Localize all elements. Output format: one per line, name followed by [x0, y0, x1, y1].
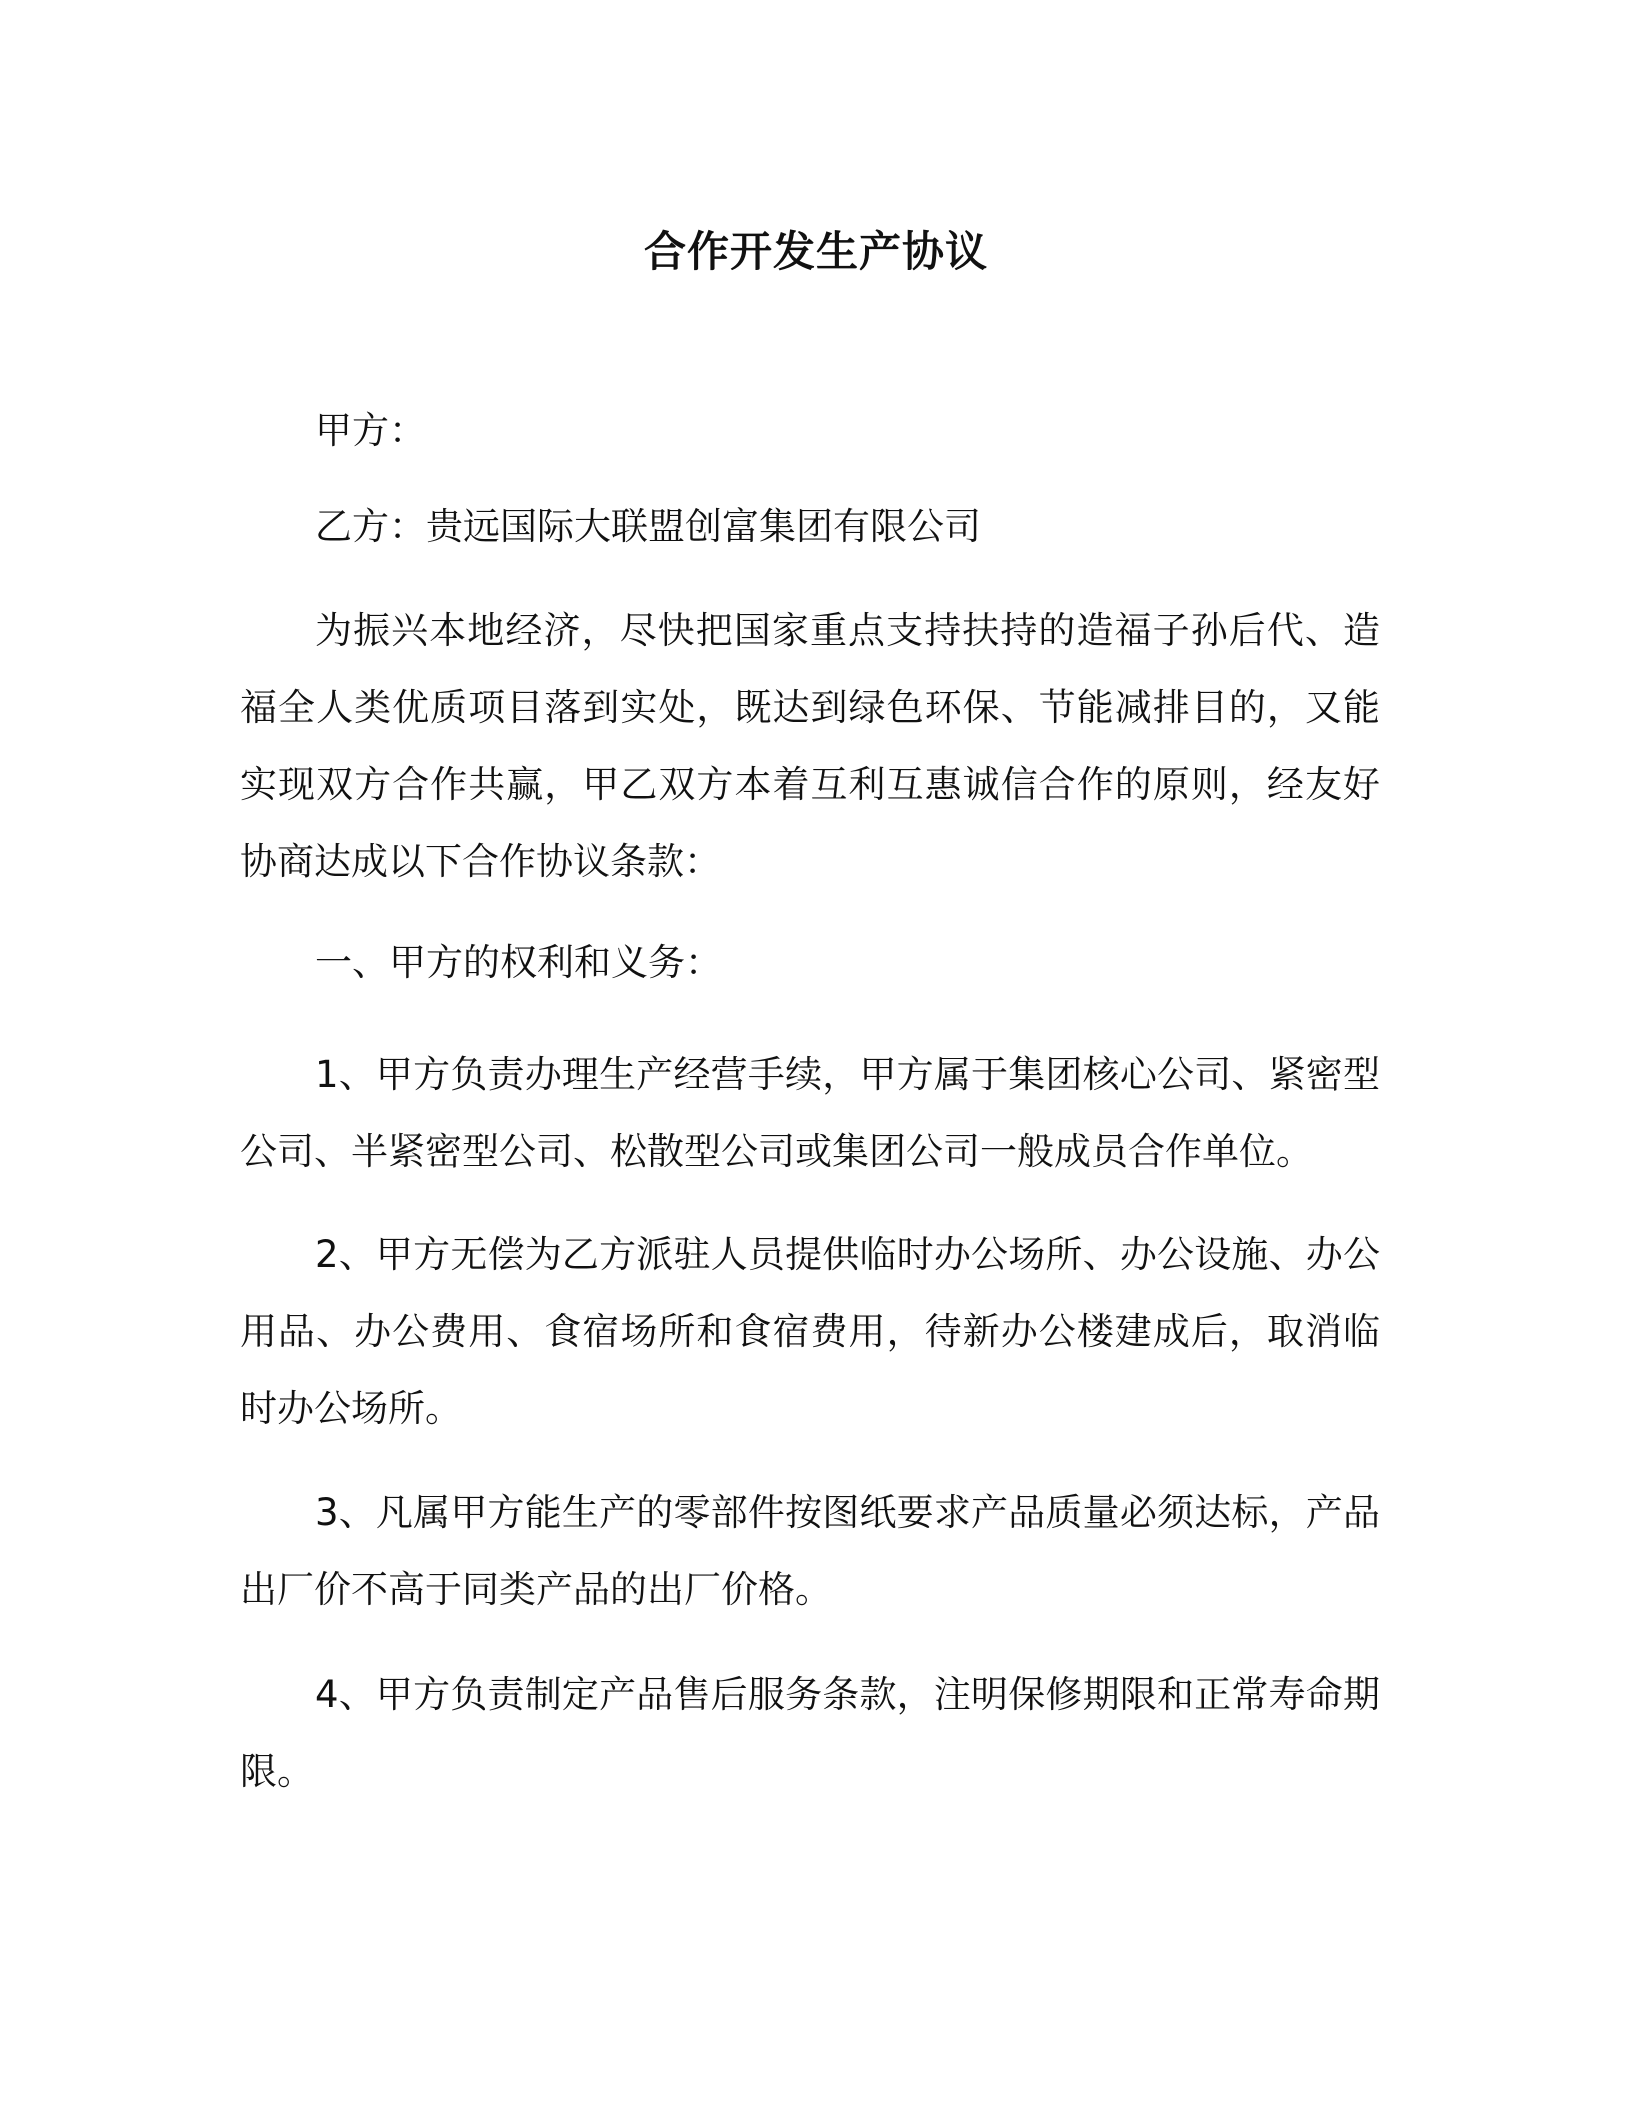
- party-a-label: 甲方：: [315, 409, 426, 452]
- clause-item-4: 4、甲方负责制定产品售后服务条款，注明保修期限和正常寿命期限。: [240, 1673, 1380, 1793]
- party-b-value: 贵远国际大联盟创富集团有限公司: [426, 505, 981, 548]
- clause-item-1: 1、甲方负责办理生产经营手续，甲方属于集团核心公司、紧密型公司、半紧密型公司、松散型公司或集团公司一般成员合作单位。: [240, 1053, 1380, 1173]
- intro-paragraph: 为振兴本地经济，尽快把国家重点支持扶持的造福子孙后代、造福全人类优质项目落到实处，既达到绿色环保、节能减排目的，又能实现双方合作共赢，甲乙双方本着互利互惠诚信合作的原则，经友好协商达成以下合作协议条款：: [240, 609, 1380, 883]
- party-a-line: [240, 392, 1380, 469]
- clause-item-3: 3、凡属甲方能生产的零部件按图纸要求产品质量必须达标，产品出厂价不高于同类产品的出厂价格。: [240, 1491, 1380, 1611]
- section-1-heading: 一、甲方的权利和义务：: [315, 941, 722, 984]
- document-title: 合作开发生产协议: [643, 227, 988, 276]
- party-b-label: 乙方：: [315, 505, 426, 548]
- party-b-line: [240, 488, 1380, 565]
- clause-item-2: 2、甲方无偿为乙方派驻人员提供临时办公场所、办公设施、办公用品、办公费用、食宿场所和食宿费用，待新办公楼建成后，取消临时办公场所。: [240, 1233, 1380, 1430]
